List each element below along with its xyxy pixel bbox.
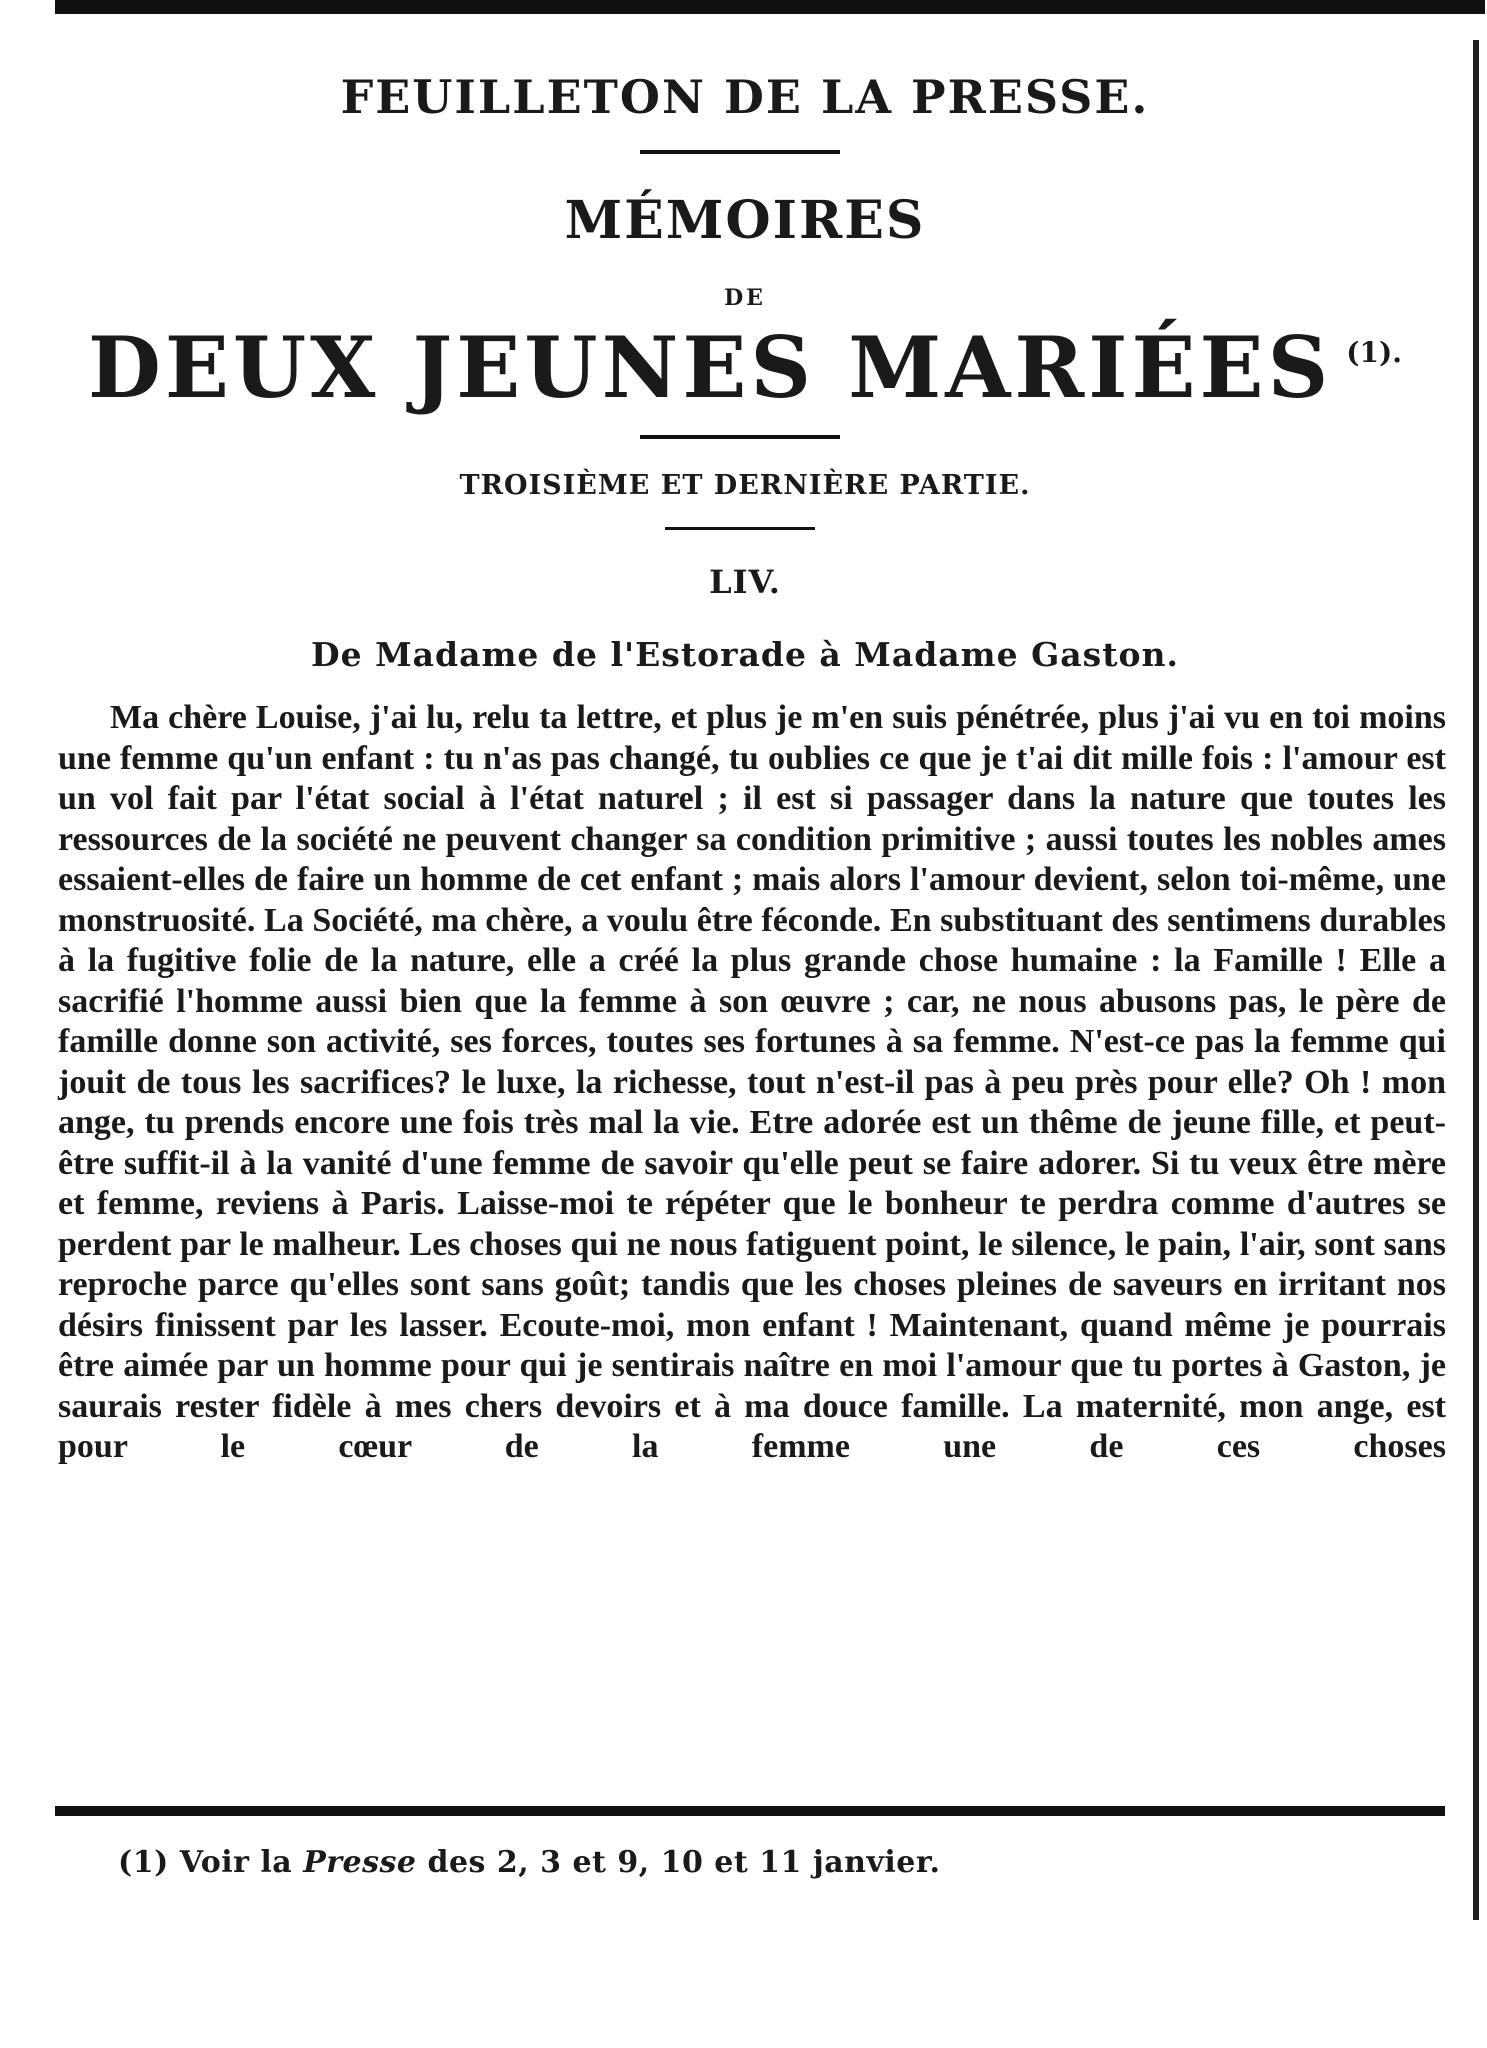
divider-rule xyxy=(640,435,840,439)
footnote xyxy=(118,1845,1318,1880)
part-heading: TROISIÈME ET DERNIÈRE PARTIE. xyxy=(459,470,1031,501)
main-title xyxy=(55,318,1435,417)
divider-rule xyxy=(640,150,840,154)
footnote-prefix: (1) Voir la xyxy=(118,1845,293,1880)
top-border-rule xyxy=(55,0,1485,14)
footnote-journal: Presse xyxy=(303,1845,417,1880)
body-paragraph: Ma chère Louise, j'ai lu, relu ta lettre, et plus je m'en suis pénétrée, plus j'ai vu en toi moins une femme qu'un enfant : tu n'as pas changé, tu oublies ce que je t'ai dit mille fois : l'amour est un vol fait par l'état social à l'état naturel ; il est si passager dans la nature que toutes les ressources de la société ne peuvent changer sa condition primitive ; aussi toutes les nobles ames essaient-elles de faire un homme de cet enfant ; mais alors l'amour devient, selon toi-même, une monstruosité. La Société, ma chère, a voulu être féconde. En substituant des sentimens durables à la fugitive folie de la nature, elle a créé la plus grande chose humaine : la Famille ! Elle a sacrifié l'homme aussi bien que la femme à son œuvre ; car, ne nous abusons pas, le père de famille donne son activité, ses forces, toutes ses fortunes à sa femme. N'est-ce pas la femme qui jouit de tous les sacrifices? le luxe, la richesse, tout n'est-il pas à peu près pour elle? Oh ! mon ange, tu prends encore une fois très mal la vie. Etre adorée est un thême de jeune fille, et peut-être suffit-il à la vanité d'une femme de savoir qu'elle peut se faire adorer. Si tu veux être mère et femme, reviens à Paris. Laisse-moi te répéter que le bonheur te perdra comme d'autres se perdent par le malheur. Les choses qui ne nous fatiguent point, le silence, le pain, l'air, sont sans reproche parce qu'elles sont sans goût; tandis que les choses pleines de saveurs en irritant nos désirs finissent par les lasser. Ecoute-moi, mon enfant ! Maintenant, quand même je pourrais être aimée par un homme pour qui je sentirais naître en moi l'amour que tu portes à Gaston, je saurais rester fidèle à mes chers devoirs et à ma douce famille. La maternité, mon ange, est pour le cœur de la femme une de ces choses xyxy=(58,699,1446,1465)
bottom-rule xyxy=(55,1806,1445,1816)
title-de: DE xyxy=(724,285,766,311)
right-column-rule xyxy=(1473,40,1479,1920)
main-title-text: DEUX JEUNES MARIÉES xyxy=(88,318,1333,417)
title-memoires: MÉMOIRES xyxy=(564,190,926,251)
title-footnote-mark: (1). xyxy=(1346,336,1402,369)
divider-rule xyxy=(665,527,815,530)
footnote-suffix: des 2, 3 et 9, 10 et 11 janvier. xyxy=(427,1845,941,1880)
feuilleton-heading: FEUILLETON DE LA PRESSE. xyxy=(340,70,1150,124)
letter-heading: De Madame de l'Estorade à Madame Gaston. xyxy=(311,635,1179,674)
chapter-number: LIV. xyxy=(709,563,781,601)
